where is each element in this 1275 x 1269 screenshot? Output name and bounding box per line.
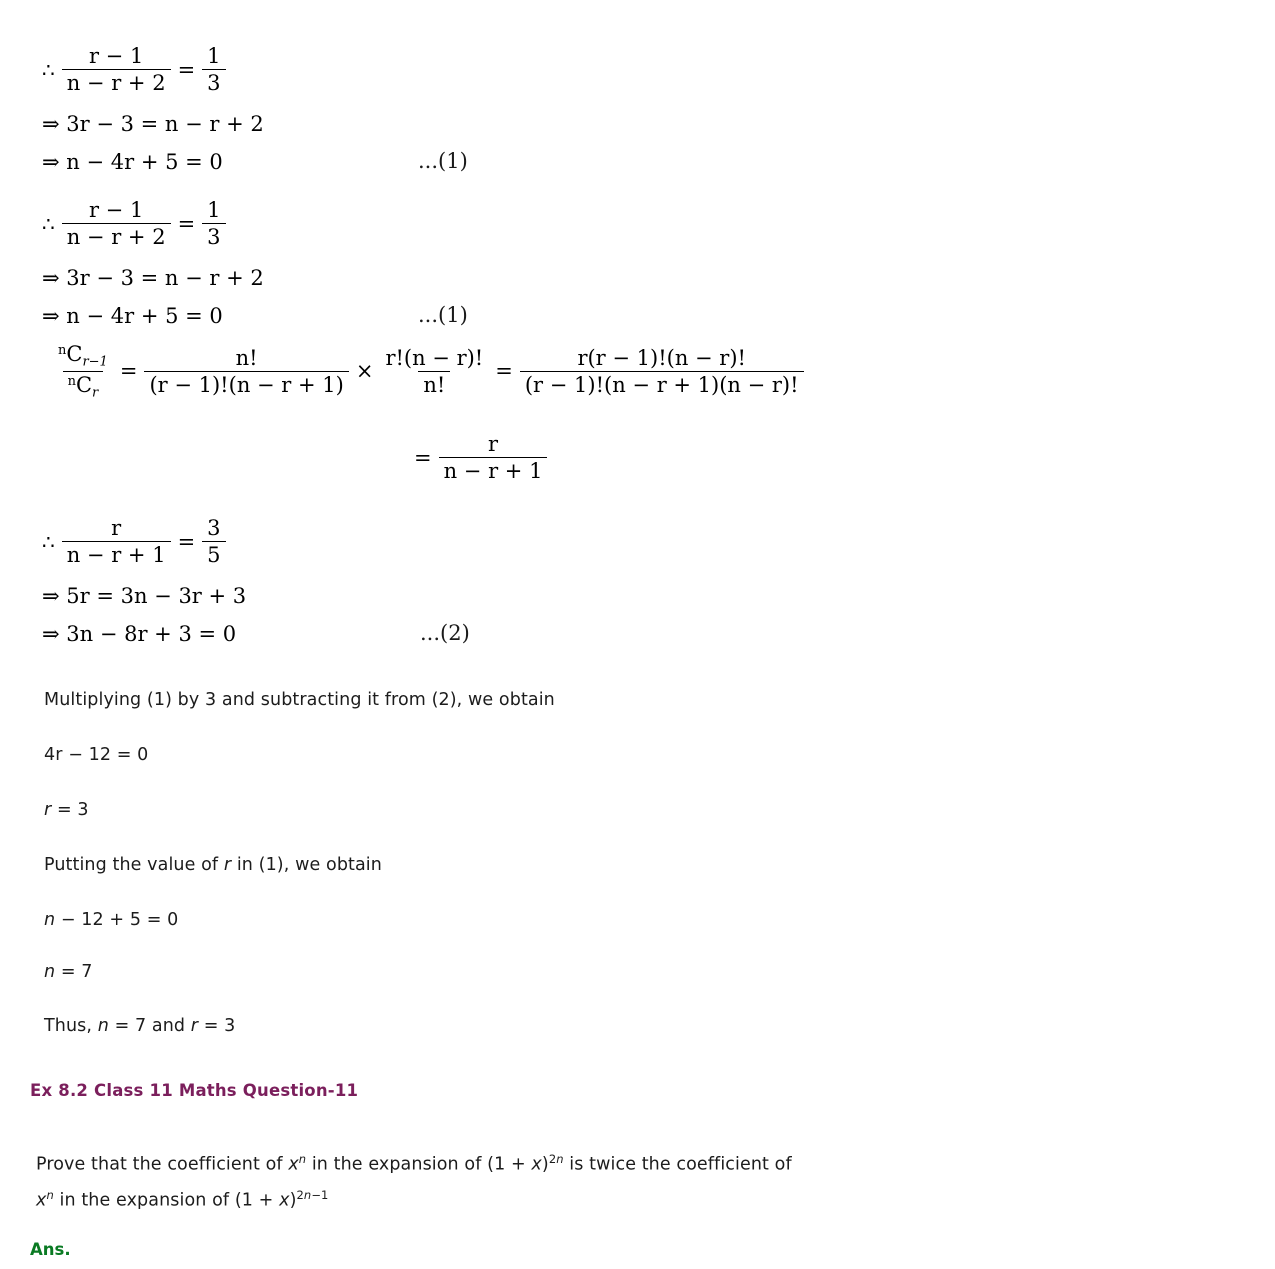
equation-tag-3: ...(2) bbox=[420, 621, 470, 645]
fraction-result-r-over-nr1: $\frac{r}{n - r + 1}$ bbox=[439, 432, 548, 483]
math-block-1-line-3: ⇒ n − 4r + 5 = 0 bbox=[42, 150, 223, 174]
fraction-combination-ratio: $\frac{^nC_{r-1}}{^nC_r}$ bbox=[58, 342, 108, 401]
paragraph-equation-4r: 4r − 12 = 0 bbox=[44, 745, 149, 765]
question-text-line-2: $x^n$ in the expansion of $(1 + x)^{2n-1}$ bbox=[36, 1188, 329, 1211]
math-block-3-main bbox=[50, 342, 807, 400]
fraction-right-4: $\frac{3}{5}$ bbox=[202, 516, 225, 567]
math-block-1-line-1 bbox=[42, 44, 229, 95]
fraction-left-4: $\frac{r}{n - r + 1}$ bbox=[62, 516, 171, 567]
math-block-2-line-2: ⇒ 3r − 3 = n − r + 2 bbox=[42, 266, 264, 290]
answer-label: Ans. bbox=[30, 1240, 71, 1259]
therefore-symbol-1: ∴ bbox=[42, 57, 55, 82]
therefore-symbol-4: ∴ bbox=[42, 529, 55, 554]
equation-tag-1: ...(1) bbox=[418, 149, 468, 173]
question-text-line-1: Prove that the coefficient of $x^n$ in the expansion of $(1 + x)^{2n}$ is twice the coefficient of bbox=[36, 1152, 792, 1175]
math-block-1-line-2: ⇒ 3r − 3 = n − r + 2 bbox=[42, 112, 264, 136]
fraction-factorial-3: $\frac{r(r - 1)!(n - r)!}{(r - 1)!(n - r + 1)(n - r)!}$ bbox=[520, 346, 804, 397]
question-text bbox=[36, 1144, 1036, 1217]
fraction-right-1: $\frac{1}{3}$ bbox=[202, 44, 225, 95]
paragraph-r-equals-3: r = 3 bbox=[44, 800, 89, 820]
math-block-4-line-1 bbox=[42, 516, 229, 567]
paragraph-thus-result: Thus, n = 7 and r = 3 bbox=[44, 1016, 236, 1036]
equals-sign-3b: = bbox=[495, 359, 513, 384]
equals-sign-4: = bbox=[177, 529, 196, 554]
times-sign: × bbox=[355, 359, 374, 384]
fraction-left-2: $\frac{r - 1}{n - r + 2}$ bbox=[62, 198, 171, 249]
paragraph-n-equals-7: n = 7 bbox=[44, 962, 93, 982]
math-block-2-line-3: ⇒ n − 4r + 5 = 0 bbox=[42, 304, 223, 328]
equals-sign-3c: = bbox=[414, 445, 432, 470]
fraction-left-1: $\frac{r - 1}{n - r + 2}$ bbox=[62, 44, 171, 95]
math-block-2-line-1 bbox=[42, 198, 229, 249]
equals-sign-3a: = bbox=[119, 359, 138, 384]
paragraph-putting-value: Putting the value of r in (1), we obtain bbox=[44, 855, 382, 875]
equation-tag-2: ...(1) bbox=[418, 303, 468, 327]
math-block-3-result bbox=[410, 432, 550, 483]
equals-sign-1: = bbox=[177, 57, 196, 82]
question-heading: Ex 8.2 Class 11 Maths Question-11 bbox=[30, 1081, 359, 1100]
paragraph-multiplying: Multiplying (1) by 3 and subtracting it from (2), we obtain bbox=[44, 690, 555, 710]
math-block-4-line-2: ⇒ 5r = 3n − 3r + 3 bbox=[42, 584, 247, 608]
fraction-factorial-2: $\frac{r!(n - r)!}{n!}$ bbox=[385, 345, 484, 397]
paragraph-n-minus-12: n − 12 + 5 = 0 bbox=[44, 910, 179, 930]
fraction-right-2: $\frac{1}{3}$ bbox=[202, 198, 225, 249]
fraction-factorial-1: $\frac{n!}{(r - 1)!(n - r + 1)}$ bbox=[144, 346, 348, 397]
therefore-symbol-2: ∴ bbox=[42, 211, 55, 236]
equals-sign-2: = bbox=[177, 211, 196, 236]
math-block-4-line-3: ⇒ 3n − 8r + 3 = 0 bbox=[42, 622, 237, 646]
